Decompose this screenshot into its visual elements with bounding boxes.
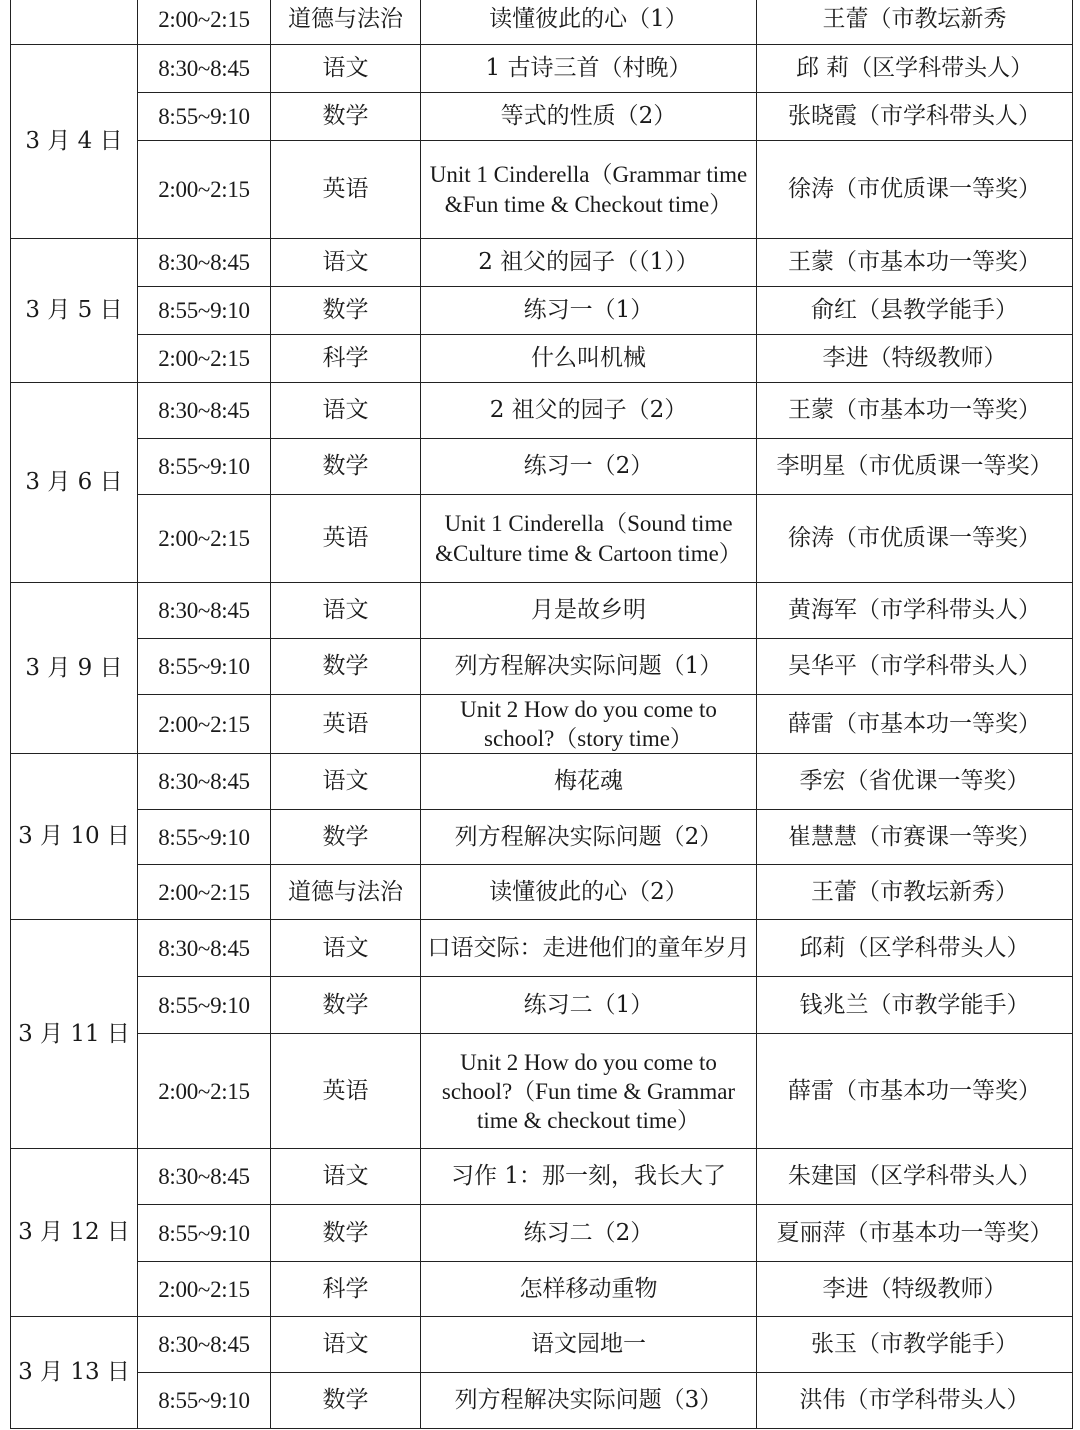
- time-cell: 8:55~9:10: [138, 639, 271, 695]
- table-row: [11, 93, 1073, 141]
- teacher-cell: 崔慧慧（市赛课一等奖）: [757, 810, 1073, 865]
- teacher-cell: 邱莉（区学科带头人）: [757, 920, 1073, 977]
- time-cell: 8:30~8:45: [138, 920, 271, 977]
- date-cell: 3 月 11 日: [11, 920, 138, 1149]
- time-cell: 8:55~9:10: [138, 93, 271, 141]
- lesson-cell: 梅花魂: [421, 754, 757, 810]
- table-row: [11, 639, 1073, 695]
- table-row: [11, 1317, 1073, 1373]
- time-cell: 8:55~9:10: [138, 1373, 271, 1429]
- teacher-cell: 王蕾（市教坛新秀: [757, 0, 1073, 45]
- lesson-cell: 列方程解决实际问题（1）: [421, 639, 757, 695]
- subject-cell: 英语: [271, 141, 421, 239]
- table-row: [11, 287, 1073, 335]
- teacher-cell: 邱 莉（区学科带头人）: [757, 45, 1073, 93]
- subject-cell: 科学: [271, 1262, 421, 1317]
- table-row: [11, 1034, 1073, 1149]
- time-cell: 8:55~9:10: [138, 287, 271, 335]
- teacher-cell: 黄海军（市学科带头人）: [757, 583, 1073, 639]
- subject-cell: 数学: [271, 1373, 421, 1429]
- lesson-cell: 读懂彼此的心（1）: [421, 0, 757, 45]
- subject-cell: 语文: [271, 383, 421, 439]
- time-cell: 2:00~2:15: [138, 141, 271, 239]
- date-cell: 3 月 9 日: [11, 583, 138, 754]
- subject-cell: 英语: [271, 1034, 421, 1149]
- teacher-cell: 张晓霞（市学科带头人）: [757, 93, 1073, 141]
- teacher-cell: 王蒙（市基本功一等奖）: [757, 383, 1073, 439]
- table-row: [11, 239, 1073, 287]
- subject-cell: 英语: [271, 695, 421, 754]
- lesson-cell: 怎样移动重物: [421, 1262, 757, 1317]
- teacher-cell: 李进（特级教师）: [757, 335, 1073, 383]
- table-row: [11, 45, 1073, 93]
- teacher-cell: 徐涛（市优质课一等奖）: [757, 495, 1073, 583]
- time-cell: 8:55~9:10: [138, 439, 271, 495]
- date-cell: [11, 0, 138, 45]
- lesson-cell: 习作 1：那一刻，我长大了: [421, 1149, 757, 1205]
- table-row: [11, 810, 1073, 865]
- subject-cell: 语文: [271, 1149, 421, 1205]
- subject-cell: 语文: [271, 920, 421, 977]
- table-row: [11, 1373, 1073, 1429]
- lesson-cell: 语文园地一: [421, 1317, 757, 1373]
- subject-cell: 数学: [271, 639, 421, 695]
- date-cell: 3 月 5 日: [11, 239, 138, 383]
- teacher-cell: 李明星（市优质课一等奖）: [757, 439, 1073, 495]
- table-row: [11, 495, 1073, 583]
- table-row: [11, 1262, 1073, 1317]
- schedule-table: [10, 0, 1073, 1429]
- table-row: [11, 865, 1073, 920]
- teacher-cell: 季宏（省优课一等奖）: [757, 754, 1073, 810]
- subject-cell: 数学: [271, 287, 421, 335]
- date-cell: 3 月 13 日: [11, 1317, 138, 1429]
- time-cell: 8:55~9:10: [138, 810, 271, 865]
- lesson-cell: 月是故乡明: [421, 583, 757, 639]
- lesson-cell: 2 祖父的园子（（1））: [421, 239, 757, 287]
- time-cell: 8:30~8:45: [138, 1149, 271, 1205]
- lesson-cell: 练习一（2）: [421, 439, 757, 495]
- teacher-cell: 朱建国（区学科带头人）: [757, 1149, 1073, 1205]
- subject-cell: 数学: [271, 1205, 421, 1262]
- lesson-cell: Unit 2 How do you come to school?（Fun time & Grammar time & checkout time）: [421, 1034, 757, 1149]
- lesson-cell: 2 祖父的园子（2）: [421, 383, 757, 439]
- table-row: [11, 977, 1073, 1034]
- time-cell: 8:30~8:45: [138, 1317, 271, 1373]
- table-row: [11, 754, 1073, 810]
- lesson-cell: 列方程解决实际问题（3）: [421, 1373, 757, 1429]
- lesson-cell: 练习二（2）: [421, 1205, 757, 1262]
- time-cell: 8:30~8:45: [138, 754, 271, 810]
- time-cell: 2:00~2:15: [138, 495, 271, 583]
- subject-cell: 语文: [271, 45, 421, 93]
- subject-cell: 道德与法治: [271, 865, 421, 920]
- teacher-cell: 王蒙（市基本功一等奖）: [757, 239, 1073, 287]
- table-row: [11, 141, 1073, 239]
- date-cell: 3 月 4 日: [11, 45, 138, 239]
- subject-cell: 数学: [271, 977, 421, 1034]
- lesson-cell: Unit 1 Cinderella（Sound time &Culture time & Cartoon time）: [421, 495, 757, 583]
- table-row: [11, 920, 1073, 977]
- lesson-cell: Unit 1 Cinderella（Grammar time &Fun time & Checkout time）: [421, 141, 757, 239]
- lesson-cell: 列方程解决实际问题（2）: [421, 810, 757, 865]
- subject-cell: 英语: [271, 495, 421, 583]
- table-row: [11, 383, 1073, 439]
- teacher-cell: 李进（特级教师）: [757, 1262, 1073, 1317]
- time-cell: 2:00~2:15: [138, 695, 271, 754]
- time-cell: 8:30~8:45: [138, 383, 271, 439]
- subject-cell: 语文: [271, 239, 421, 287]
- subject-cell: 语文: [271, 754, 421, 810]
- table-row: [11, 695, 1073, 754]
- subject-cell: 道德与法治: [271, 0, 421, 45]
- time-cell: 2:00~2:15: [138, 335, 271, 383]
- subject-cell: 数学: [271, 93, 421, 141]
- time-cell: 8:55~9:10: [138, 1205, 271, 1262]
- schedule-body: [11, 0, 1073, 1429]
- time-cell: 2:00~2:15: [138, 1262, 271, 1317]
- time-cell: 2:00~2:15: [138, 865, 271, 920]
- teacher-cell: 王蕾（市教坛新秀）: [757, 865, 1073, 920]
- teacher-cell: 张玉（市教学能手）: [757, 1317, 1073, 1373]
- table-row: [11, 439, 1073, 495]
- teacher-cell: 洪伟（市学科带头人）: [757, 1373, 1073, 1429]
- table-row: [11, 1149, 1073, 1205]
- lesson-cell: 口语交际：走进他们的童年岁月: [421, 920, 757, 977]
- date-cell: 3 月 12 日: [11, 1149, 138, 1317]
- table-row: [11, 1205, 1073, 1262]
- lesson-cell: 1 古诗三首（村晚）: [421, 45, 757, 93]
- time-cell: 8:30~8:45: [138, 45, 271, 93]
- teacher-cell: 俞红（县教学能手）: [757, 287, 1073, 335]
- lesson-cell: 读懂彼此的心（2）: [421, 865, 757, 920]
- table-row: [11, 335, 1073, 383]
- subject-cell: 科学: [271, 335, 421, 383]
- subject-cell: 语文: [271, 583, 421, 639]
- subject-cell: 数学: [271, 810, 421, 865]
- lesson-cell: 等式的性质（2）: [421, 93, 757, 141]
- time-cell: 8:30~8:45: [138, 239, 271, 287]
- subject-cell: 数学: [271, 439, 421, 495]
- teacher-cell: 徐涛（市优质课一等奖）: [757, 141, 1073, 239]
- date-cell: 3 月 10 日: [11, 754, 138, 920]
- time-cell: 8:55~9:10: [138, 977, 271, 1034]
- teacher-cell: 吴华平（市学科带头人）: [757, 639, 1073, 695]
- teacher-cell: 夏丽萍（市基本功一等奖）: [757, 1205, 1073, 1262]
- date-cell: 3 月 6 日: [11, 383, 138, 583]
- lesson-cell: 练习一（1）: [421, 287, 757, 335]
- time-cell: 2:00~2:15: [138, 1034, 271, 1149]
- lesson-cell: Unit 2 How do you come to school?（story time）: [421, 695, 757, 754]
- teacher-cell: 钱兆兰（市教学能手）: [757, 977, 1073, 1034]
- teacher-cell: 薛雷（市基本功一等奖）: [757, 1034, 1073, 1149]
- time-cell: 8:30~8:45: [138, 583, 271, 639]
- lesson-cell: 什么叫机械: [421, 335, 757, 383]
- teacher-cell: 薛雷（市基本功一等奖）: [757, 695, 1073, 754]
- time-cell: 2:00~2:15: [138, 0, 271, 45]
- subject-cell: 语文: [271, 1317, 421, 1373]
- lesson-cell: 练习二（1）: [421, 977, 757, 1034]
- table-row: [11, 583, 1073, 639]
- table-row: [11, 0, 1073, 45]
